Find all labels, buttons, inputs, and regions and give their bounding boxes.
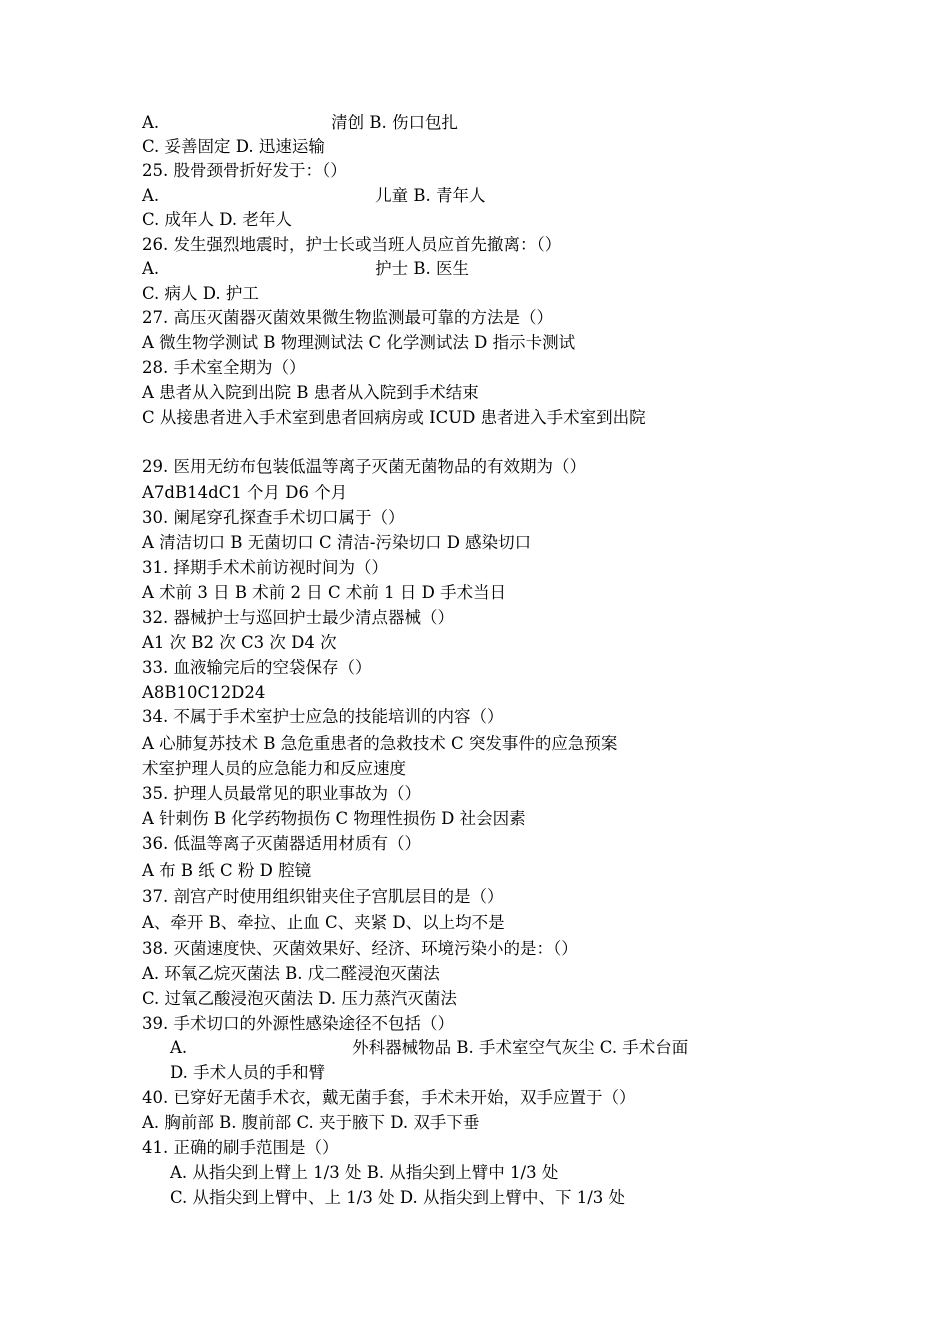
option-text: 外科器械物品 B. 手术室空气灰尘 C. 手术台面 xyxy=(352,1038,689,1057)
question-line: 31. 择期手术术前访视时间为（） xyxy=(142,558,388,577)
question-line: 30. 阑尾穿孔探查手术切口属于（） xyxy=(142,508,405,527)
option-line: 术室护理人员的应急能力和反应速度 xyxy=(142,759,406,778)
option-line: A 布 B 纸 C 粉 D 腔镜 xyxy=(142,861,312,880)
option-line: A 心肺复苏技术 B 急危重患者的急救技术 C 突发事件的应急预案 xyxy=(142,734,618,753)
question-line: 28. 手术室全期为（） xyxy=(142,358,306,377)
question-line: 32. 器械护士与巡回护士最少清点器械（） xyxy=(142,608,454,627)
question-line: 36. 低温等离子灭菌器适用材质有（） xyxy=(142,834,421,853)
option-line: A 微生物学测试 B 物理测试法 C 化学测试法 D 指示卡测试 xyxy=(142,333,576,352)
option-line: A. 环氧乙烷灭菌法 B. 戊二醛浸泡灭菌法 xyxy=(142,964,440,983)
option-label: A. xyxy=(142,113,160,132)
question-line: 33. 血液输完后的空袋保存（） xyxy=(142,658,372,677)
question-line: 35. 护理人员最常见的职业事故为（） xyxy=(142,784,421,803)
option-line: C. 成年人 D. 老年人 xyxy=(142,210,292,229)
question-line: 38. 灭菌速度快、灭菌效果好、经济、环境污染小的是：（） xyxy=(142,939,578,958)
option-label: A. xyxy=(170,1038,188,1057)
question-line: 37. 剖宫产时使用组织钳夹住子宫肌层目的是（） xyxy=(142,887,504,906)
option-line: A 患者从入院到出院 B 患者从入院到手术结束 xyxy=(142,383,479,402)
option-line: C 从接患者进入手术室到患者回病房或 ICUD 患者进入手术室到出院 xyxy=(142,408,646,427)
option-line: A 清洁切口 B 无菌切口 C 清洁-污染切口 D 感染切口 xyxy=(142,533,532,552)
option-line xyxy=(142,185,486,207)
option-line: C. 妥善固定 D. 迅速运输 xyxy=(142,137,325,156)
question-line: 40. 已穿好无菌手术衣，戴无菌手套，手术未开始，双手应置于（） xyxy=(142,1088,636,1107)
option-label: A. xyxy=(142,259,160,278)
option-line: A7dB14dC1 个月 D6 个月 xyxy=(142,483,348,502)
option-line: A1 次 B2 次 C3 次 D4 次 xyxy=(142,633,337,652)
option-line xyxy=(142,258,469,280)
question-line: 26. 发生强烈地震时，护士长或当班人员应首先撤离：（） xyxy=(142,235,562,254)
question-line: 29. 医用无纺布包装低温等离子灭菌无菌物品的有效期为（） xyxy=(142,457,586,476)
option-line xyxy=(170,1037,688,1059)
question-line: 34. 不属于手术室护士应急的技能培训的内容（） xyxy=(142,707,504,726)
option-line: A 针刺伤 B 化学药物损伤 C 物理性损伤 D 社会因素 xyxy=(142,809,526,828)
option-label: A. xyxy=(142,186,160,205)
option-line: A、牵开 B、牵拉、止血 C、夹紧 D、以上均不是 xyxy=(142,913,505,932)
option-text: 护士 B. 医生 xyxy=(375,259,470,278)
option-line: A 术前 3 日 B 术前 2 日 C 术前 1 日 D 手术当日 xyxy=(142,583,507,602)
option-text: 儿童 B. 青年人 xyxy=(375,186,486,205)
question-line: 41. 正确的刷手范围是（） xyxy=(142,1138,339,1157)
question-line: 25. 股骨颈骨折好发于：（） xyxy=(142,161,347,180)
question-line: 39. 手术切口的外源性感染途径不包括（） xyxy=(142,1014,454,1033)
option-text: 清创 B. 伤口包扎 xyxy=(331,113,459,132)
option-line: A. 胸前部 B. 腹前部 C. 夹于腋下 D. 双手下垂 xyxy=(142,1113,480,1132)
option-line: D. 手术人员的手和臂 xyxy=(170,1063,326,1082)
option-line: C. 过氧乙酸浸泡灭菌法 D. 压力蒸汽灭菌法 xyxy=(142,989,457,1008)
option-line: A. 从指尖到上臂上 1/3 处 B. 从指尖到上臂中 1/3 处 xyxy=(170,1163,559,1182)
option-line xyxy=(142,112,458,134)
question-line: 27. 高压灭菌器灭菌效果微生物监测最可靠的方法是（） xyxy=(142,308,553,327)
option-line: A8B10C12D24 xyxy=(142,683,266,702)
option-line: C. 病人 D. 护工 xyxy=(142,284,259,303)
option-line: C. 从指尖到上臂中、上 1/3 处 D. 从指尖到上臂中、下 1/3 处 xyxy=(170,1188,625,1207)
